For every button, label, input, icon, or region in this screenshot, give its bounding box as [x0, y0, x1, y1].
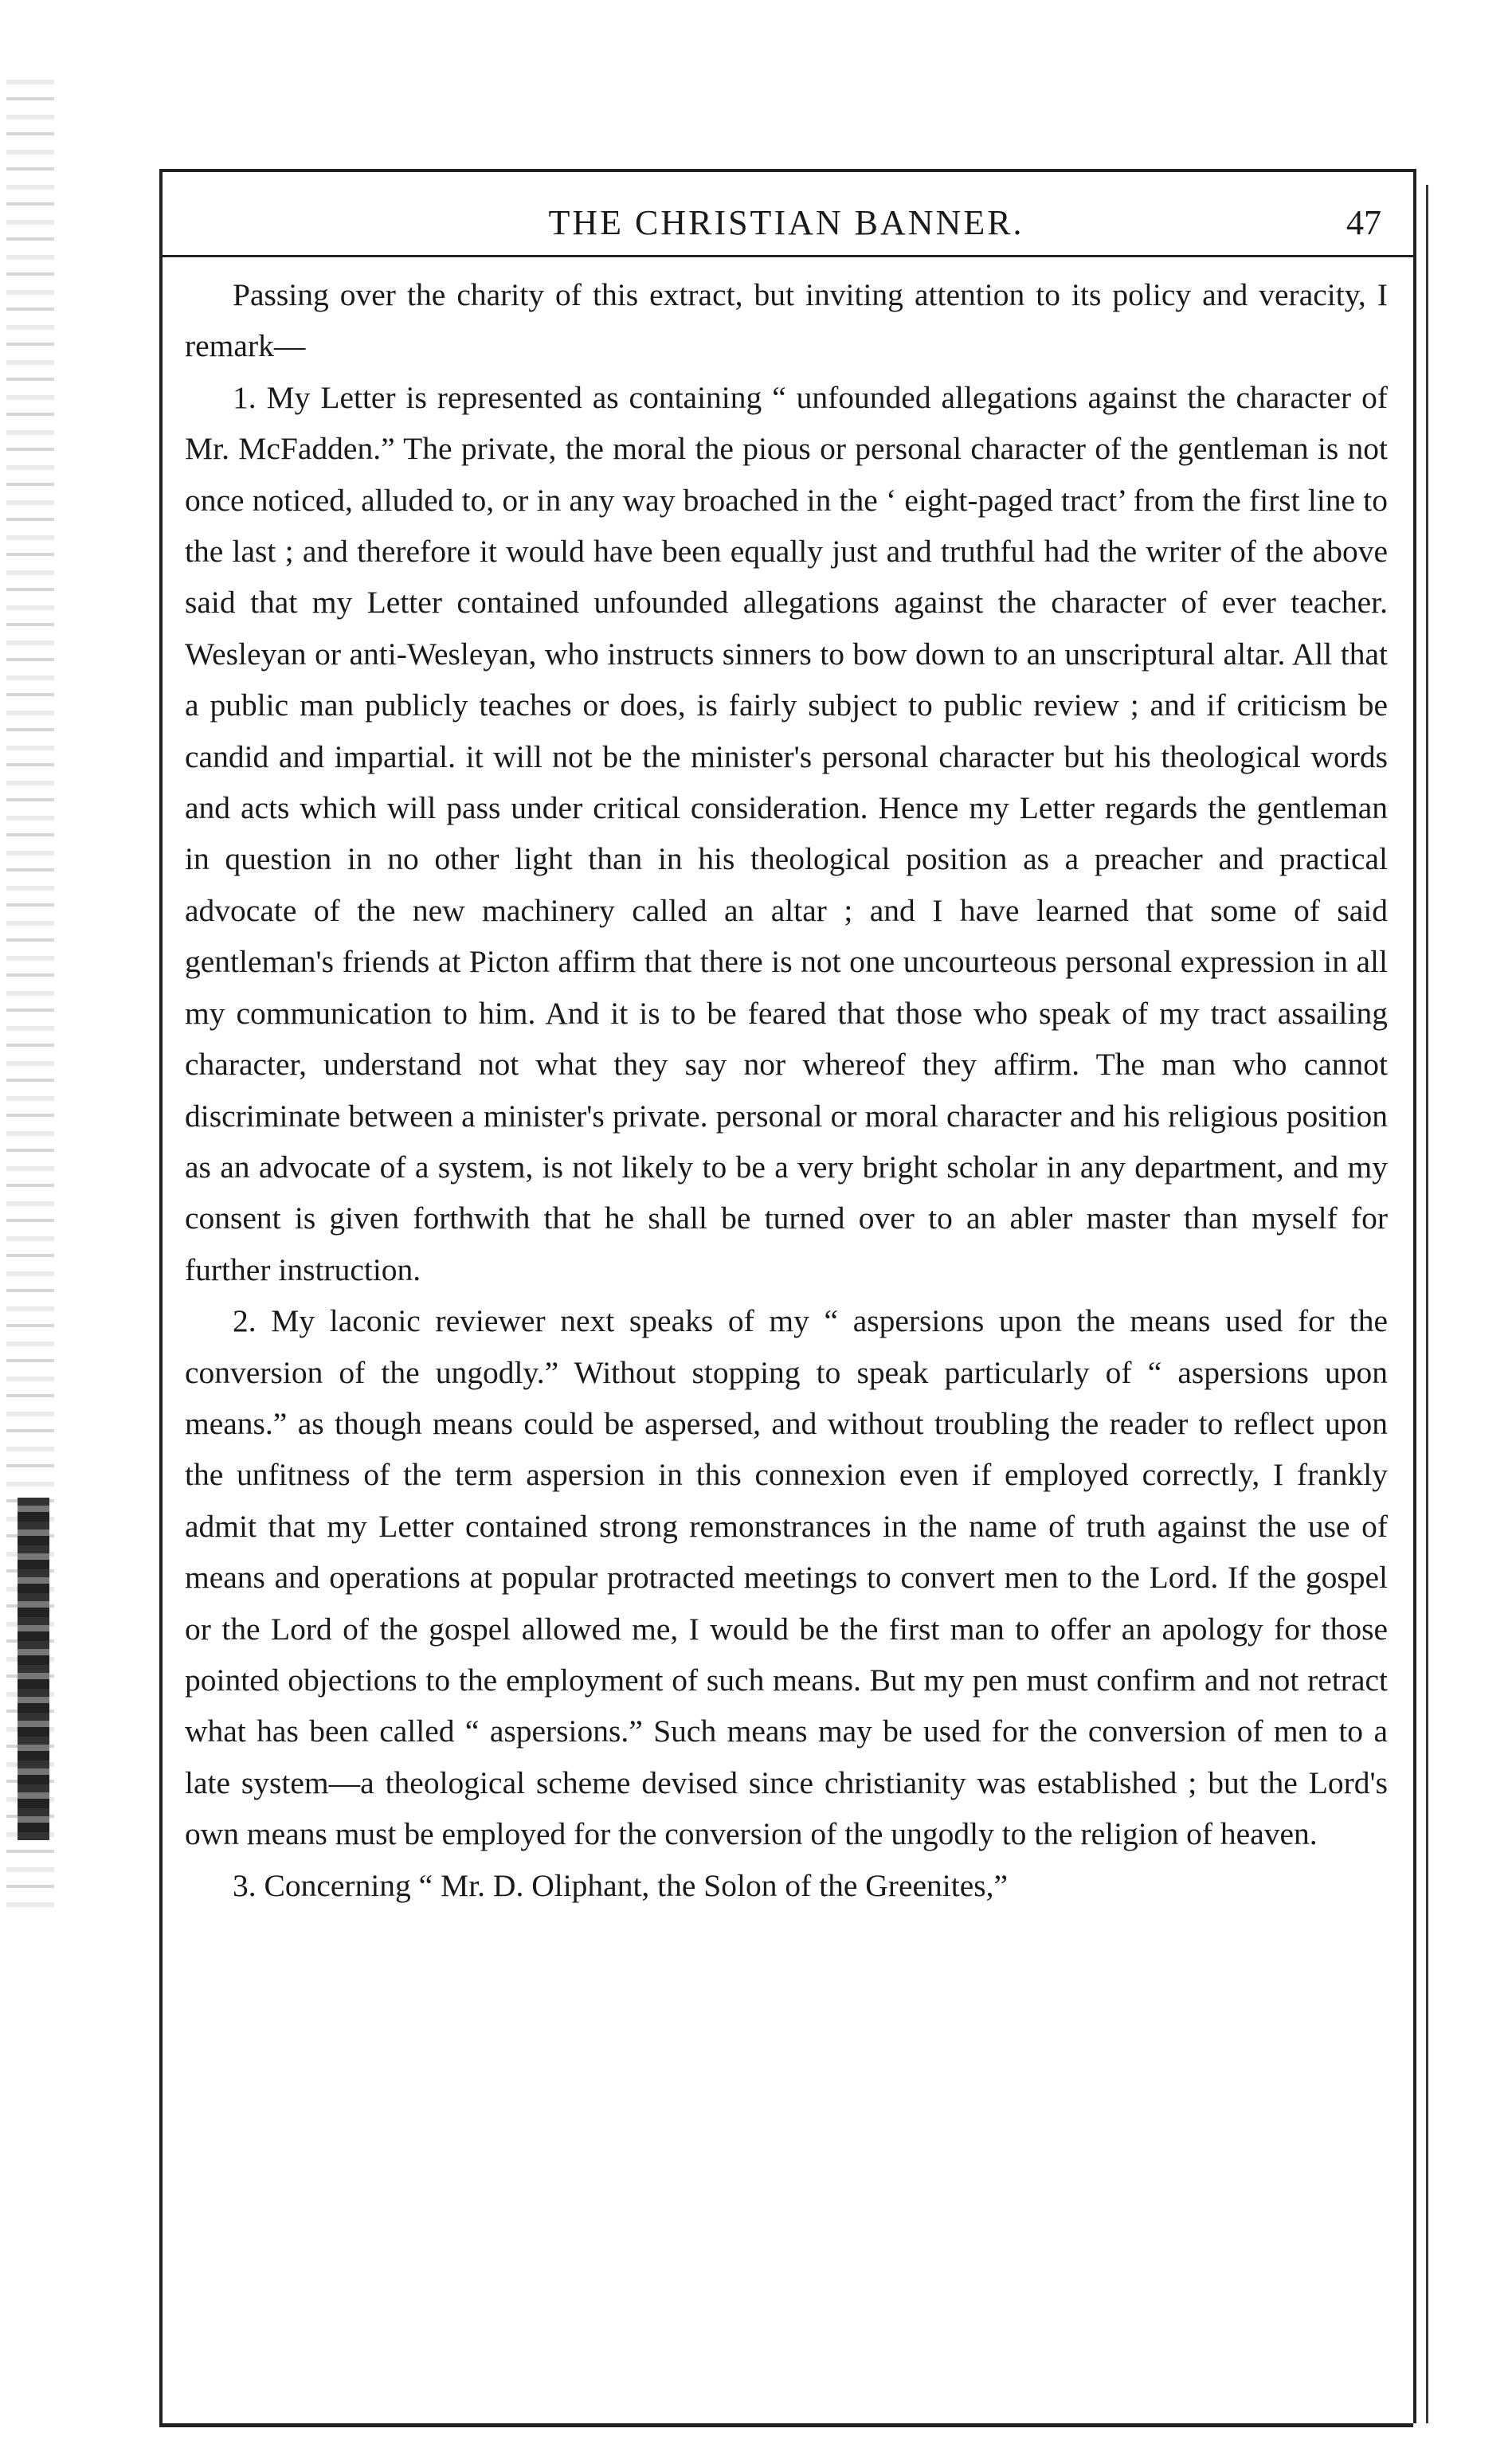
body-text: [185, 269, 1388, 1911]
running-header: [159, 188, 1413, 252]
paragraph-1: 1. My Letter is represented as containing “ unfounded allegations against the character of Mr. McFadden.” The private, the moral the pious or personal character of the gentleman is not once noticed, alluded to, or in any way broached in the ‘ eight-paged tract’ from the first line to the last ; and therefore it would have been equally just and truthful had the writer of the above said that my Letter contained unfounded allegations against the character of ever teacher. Wesleyan or anti-Wesleyan, who instructs sinners to bow down to an unscriptural altar. All that a public man publicly teaches or does, is fairly subject to public review ; and if criticism be candid and impartial. it will not be the minister's personal character but his theological words and acts which will pass under critical consideration. Hence my Letter regards the gentleman in question in no other light than in his theological position as a preacher and practical advocate of the new machinery called an altar ; and I have learned that some of said gentleman's friends at Picton affirm that there is not one uncourteous personal expression in all my communication to him. And it is to be feared that those who speak of my tract assailing character, understand not what they say nor whereof they affirm. The man who cannot discriminate between a minister's private. personal or moral character and his religious position as an advocate of a system, is not likely to be a very bright scholar in any department, and my consent is given forthwith that he shall be turned over to an abler master than myself for further instruction.: [185, 379, 1388, 1287]
paragraph-2: 2. My laconic reviewer next speaks of my “ aspersions upon the means used for the conversion of the ungodly.” Without stopping to speak particularly of “ aspersions upon means.” as though means could be aspersed, and without troubling the reader to reflect upon the unfitness of the term aspersion in this connexion even if employed correctly, I frankly admit that my Letter contained strong remonstrances in the name of truth against the use of means and operations at popular protracted meetings to convert men to the Lord. If the gospel or the Lord of the gospel allowed me, I would be the first man to offer an apology for those pointed objections to the employment of such means. But my pen must confirm and not retract what has been called “ aspersions.” Such means may be used for the conversion of men to a late system—a theological scheme devised since christianity was established ; but the Lord's own means must be employed for the conversion of the ungodly to the religion of heaven.: [185, 1303, 1388, 1852]
outer-right-rule: [1426, 185, 1428, 2423]
paragraph-intro: Passing over the charity of this extract, but inviting attention to its policy and veracity, I remark—: [185, 277, 1388, 364]
scan-edge-dark-artifact: [18, 1498, 49, 1840]
paragraph-3: 3. Concerning “ Mr. D. Oliphant, the Solon of the Greenites,”: [233, 1867, 1009, 1903]
page-number: 47: [1346, 203, 1381, 242]
header-rule: [159, 255, 1413, 257]
running-title: THE CHRISTIAN BANNER.: [548, 203, 1024, 242]
top-rule: [159, 169, 1413, 172]
bottom-rule: [159, 2423, 1413, 2427]
